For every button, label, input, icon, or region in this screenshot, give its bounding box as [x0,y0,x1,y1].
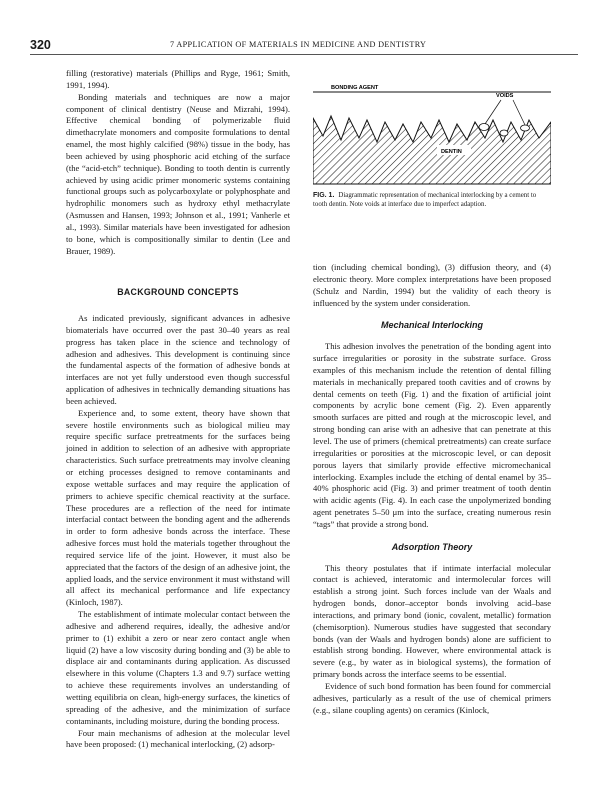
paragraph: As indicated previously, significant advances in adhesive biomaterials have occurred over the past 30–40 years as real progress has taken place in the science and technology of adhesion and adhesives. This development is continuing since the fundamental aspects of the formation of adhesive bonds at interfaces are not yet fully understood even though successful application of adhesives in technically demanding situations has been achieved. [66,313,290,406]
paragraph: Four main mechanisms of adhesion at the molecular level have been proposed: (1) mechanical interlocking, (2) adsorp- [66,727,290,750]
left-column-top [66,68,290,258]
paragraph: This adhesion involves the penetration of the bonding agent into surface irregularities or porosity in the substrate surface. Gross examples of this mechanism include the retention of dental filling materials in mechanically prepared tooth cavities and of crowns by dental cements on teeth (Fig. 1) and the fixation of artificial joint components by acrylic bone cement (Fig. 2). Even apparently smooth surfaces are pitted and rough at the microscopic level, and strong bonding can arise with an adhesive that can penetrate at this level. The use of primers (chemical pretreatments) can create surface irregularities or porosities at the microscopic level, or can deposit porous layers that similarly provide effective micromechanical interlocking. Examples include the etching of dental enamel by 35–40% phosphoric acid (Fig. 3) and primer treatment of tooth dentin with acidic agents (Fig. 4). In each case the unpolymerized bonding agent penetrates 5–50 μm into the surface, creating numerous resin “tags” that provide a strong bond. [313,341,551,529]
figure-1 [313,80,551,210]
dentin-hatched-region [313,116,551,184]
running-title: 7 APPLICATION OF MATERIALS IN MEDICINE AND DENTISTRY [170,40,427,49]
paragraph: The establishment of intimate molecular contact between the adhesive and adherend requires, ideally, the adhesive and/or primer to (1) exhibit a zero or near zero contact angle when liquid (2) have a low viscosity during bonding and (3) be able to displace air and contaminants during application. As discussed elsewhere in this volume (Chapters 1.3 and 9.7) surface wetting to achieve these requirements involves an understanding of wetting equilibria on clean, high-energy surfaces, the kinetics of spreading of the adhesive, and the minimization of surface contaminants, including moisture, during the bonding process. [66,609,290,726]
section-heading-adsorption-theory: Adsorption Theory [391,541,473,552]
void-shape [500,130,508,136]
left-column-bottom [66,313,290,751]
bonding-agent-label: BONDING AGENT [331,85,379,91]
figure-caption-text: Diagrammatic representation of mechanical interlocking by a cement to tooth dentin. Note voids at interface due to imperfect adaption. [313,192,537,208]
voids-leader-line [513,100,525,125]
running-head [30,38,578,55]
dentin-label: DENTIN [441,149,462,155]
paragraph: filling (restorative) materials (Phillips and Ryge, 1961; Smith, 1991, 1994). [66,68,290,90]
right-column [313,262,551,717]
paragraph: Evidence of such bond formation has been found for commercial adhesives, particularly as a result of the use of chemical primers (e.g., silane coupling agents) on ceramics (Kinlock, [313,681,551,715]
interlocking-diagram [313,80,551,188]
paragraph: This theory postulates that if intimate interfacial molecular contact is achieved, interatomic and intermolecular forces will establish a strong joint. Such forces include van der Waals and hydrogen bonds, donor–acceptor bonds involving acid–base interactions, and primary bond (ionic, covalent, metallic) formation (chemisorption). Numerous studies have suggested that secondary bonds (van der Waals and hydrogen bonds) alone are sufficient to establish strong bonding. However, where environmental attack is severe (e.g., by water as in biological systems), the formation of primary bonds across the interface seems to be essential. [313,562,551,680]
paragraph: tion (including chemical bonding), (3) diffusion theory, and (4) electronic theory. More complex interpretations have been proposed (Schulz and Nardin, 1994) but the validity of each theory is influenced by the system under consideration. [313,262,551,308]
paragraph: Bonding materials and techniques are now a major component of clinical dentistry (Neuse and Mizrahi, 1994). Effective chemical bonding of polymerizable fluid dimethacrylate monomers and composite formulations to dental enamel, the most highly calcified (98%) tissue in the body, has been achieved by using phosphoric acid etching of the surface (the “acid-etch” technique). Bonding to tooth dentin is currently achieved by using acidic primer monomeric systems containing functional groups such as polycarboxylate or polyphosphate and hydrophilic monomers such as hydroxy ethyl methacrylate (Asmussen and Hansen, 1993; Johnson et al., 1991; Vanherle et al., 1993). Similar materials have been investigated for adhesion to bone, which is compositionally similar to dentin (Lee and Brauer, 1989). [66,91,290,256]
figure-caption-label: FIG. 1. [313,192,335,199]
void-shape [521,125,530,131]
figure-caption [313,192,551,210]
page-number: 320 [30,38,51,52]
void-shape [479,124,489,131]
section-heading-background: BACKGROUND CONCEPTS [117,287,239,297]
paragraph: Experience and, to some extent, theory have shown that severe hostile environments such as biological milieu may require specific surface pretreatments for the surfaces being joined in addition to selection of an adhesive with appropriate characteristics. Such surface pretreatments may involve cleaning or etching processes designed to remove contaminants and expose wettable surfaces and may require the application of primers to achieve specific chemical reactivity at the surface. These procedures are a reflection of the need for intimate interfacial contact between the bonding agent and the adherends in order to form adhesive bonds across the interface. These adhesive forces must hold the materials together throughout the required service life of the joint. However, it must also be appreciated that the factors of the design of an adhesive joint, the applied loads, and the service environment it must withstand will all affect its mechanical performance and life expectancy (Kinloch, 1987). [66,407,290,608]
section-heading-mechanical-interlocking: Mechanical Interlocking [380,320,484,331]
voids-label: VOIDS [496,93,514,99]
